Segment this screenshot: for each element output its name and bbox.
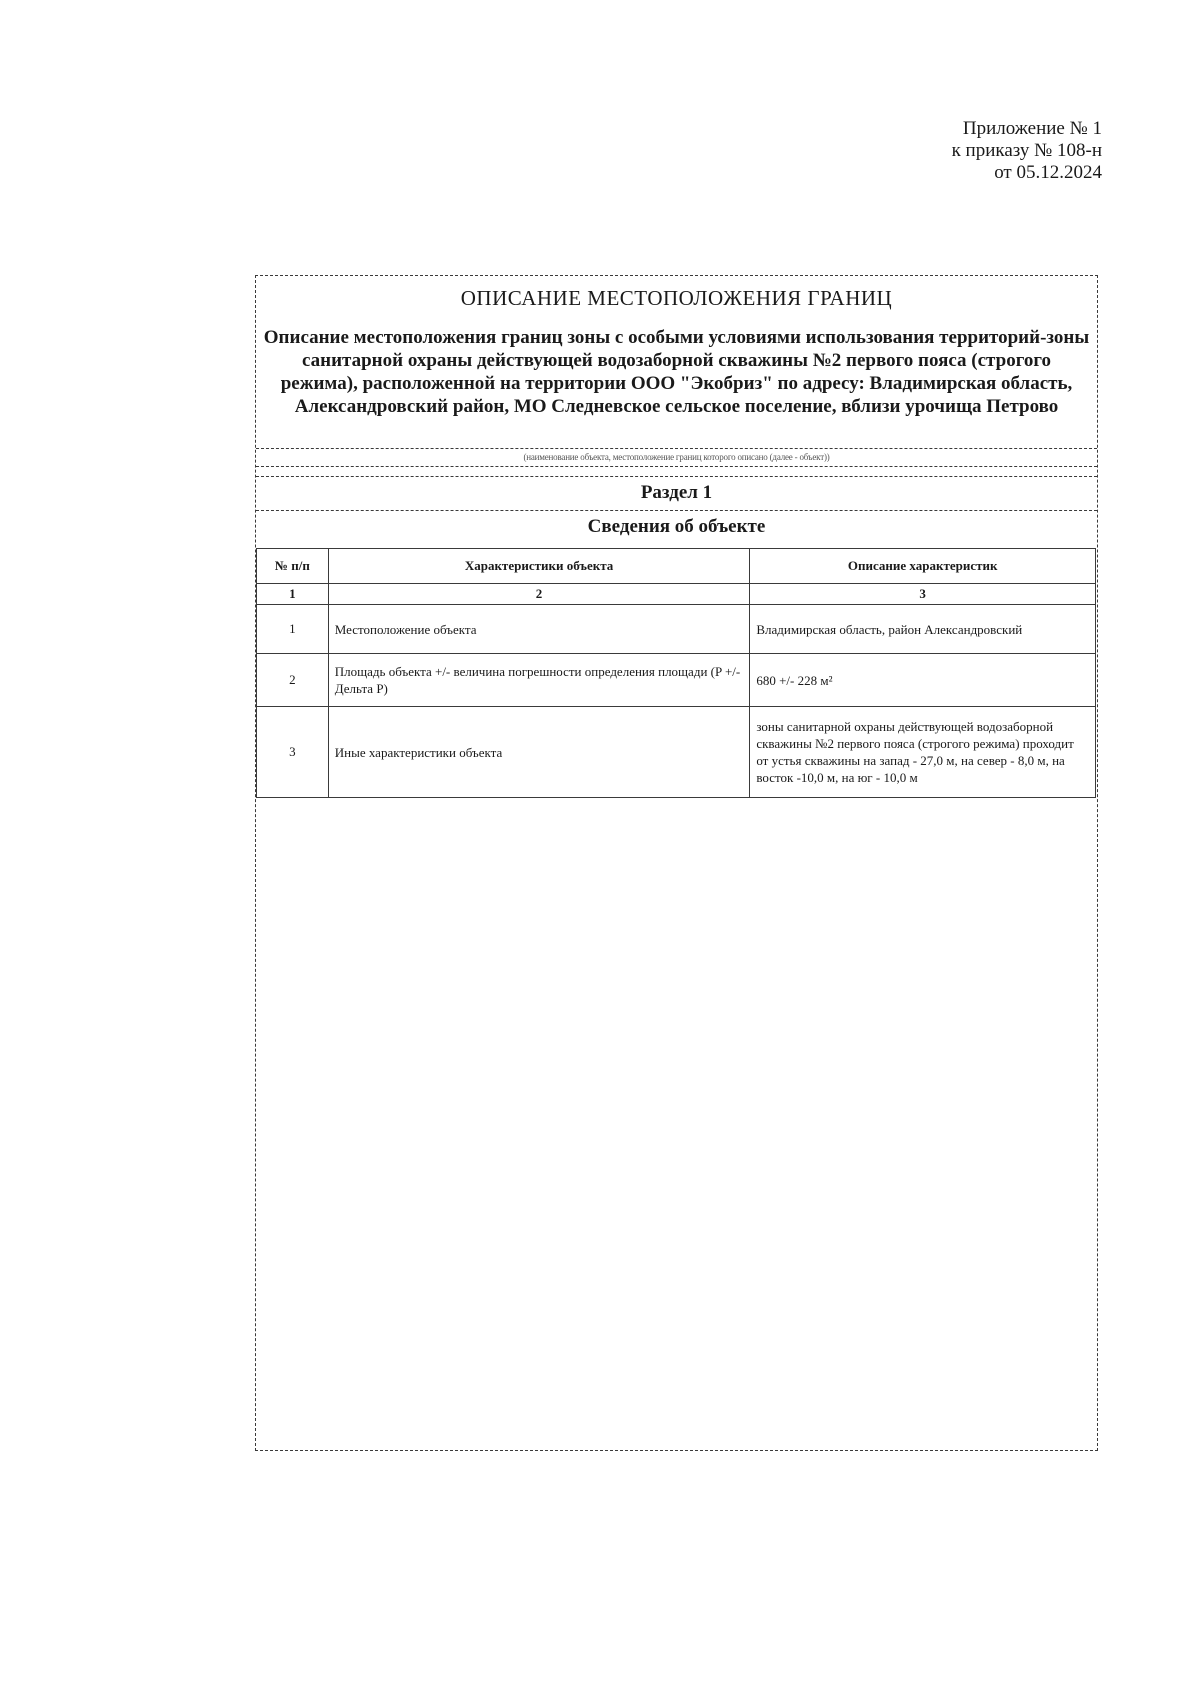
row-num: 2 [257,654,329,707]
row-num: 1 [257,605,329,654]
row-characteristic: Местоположение объекта [328,605,750,654]
appendix-line-2: к приказу № 108-н [951,140,1102,161]
header-description: Описание характеристик [750,549,1096,584]
column-number: 3 [750,584,1096,605]
row-description: Владимирская область, район Александровский [750,605,1096,654]
appendix-block [952,118,1102,184]
divider [256,476,1097,477]
table-row [257,707,1096,798]
divider [256,466,1097,467]
row-description: 680 +/- 228 м² [750,654,1096,707]
section-title: Раздел 1 [640,482,713,503]
object-info-table [256,548,1096,798]
object-caption: (наименование объекта, местоположение границ которого описано (далее - объект)) [523,452,830,462]
appendix-line-1: Приложение № 1 [962,118,1102,139]
section-subtitle: Сведения об объекте [587,516,766,537]
appendix-line-3: от 05.12.2024 [994,162,1102,183]
column-number-row [257,584,1096,605]
table-row [257,605,1096,654]
row-description: зоны санитарной охраны действующей водозаборной скважины №2 первого пояса (строгого режима) проходит от устья скважины на запад - 27,0 м, на север - 8,0 м, на восток -10,0 м, на юг - 10,0 м [750,707,1096,798]
row-characteristic: Иные характеристики объекта [328,707,750,798]
table-header-row [257,549,1096,584]
row-characteristic: Площадь объекта +/- величина погрешности определения площади (P +/- Дельта P) [328,654,750,707]
table-row [257,654,1096,707]
row-num: 3 [257,707,329,798]
header-num: № п/п [257,549,329,584]
document-subtitle: Описание местоположения границ зоны с особыми условиями использования территорий-зоны санитарной охраны действующей водозаборной скважины №2 первого пояса (строгого режима), расположенной на территории ООО "Экобриз" по адресу: Владимирская область, Александровский район, МО Следневское сельское поселение, вблизи урочища Петрово [263,327,1090,417]
divider [256,510,1097,511]
document-frame [255,275,1098,1451]
header-characteristic: Характеристики объекта [328,549,750,584]
divider [256,448,1097,449]
column-number: 2 [328,584,750,605]
column-number: 1 [257,584,329,605]
document-title: ОПИСАНИЕ МЕСТОПОЛОЖЕНИЯ ГРАНИЦ [460,286,893,310]
